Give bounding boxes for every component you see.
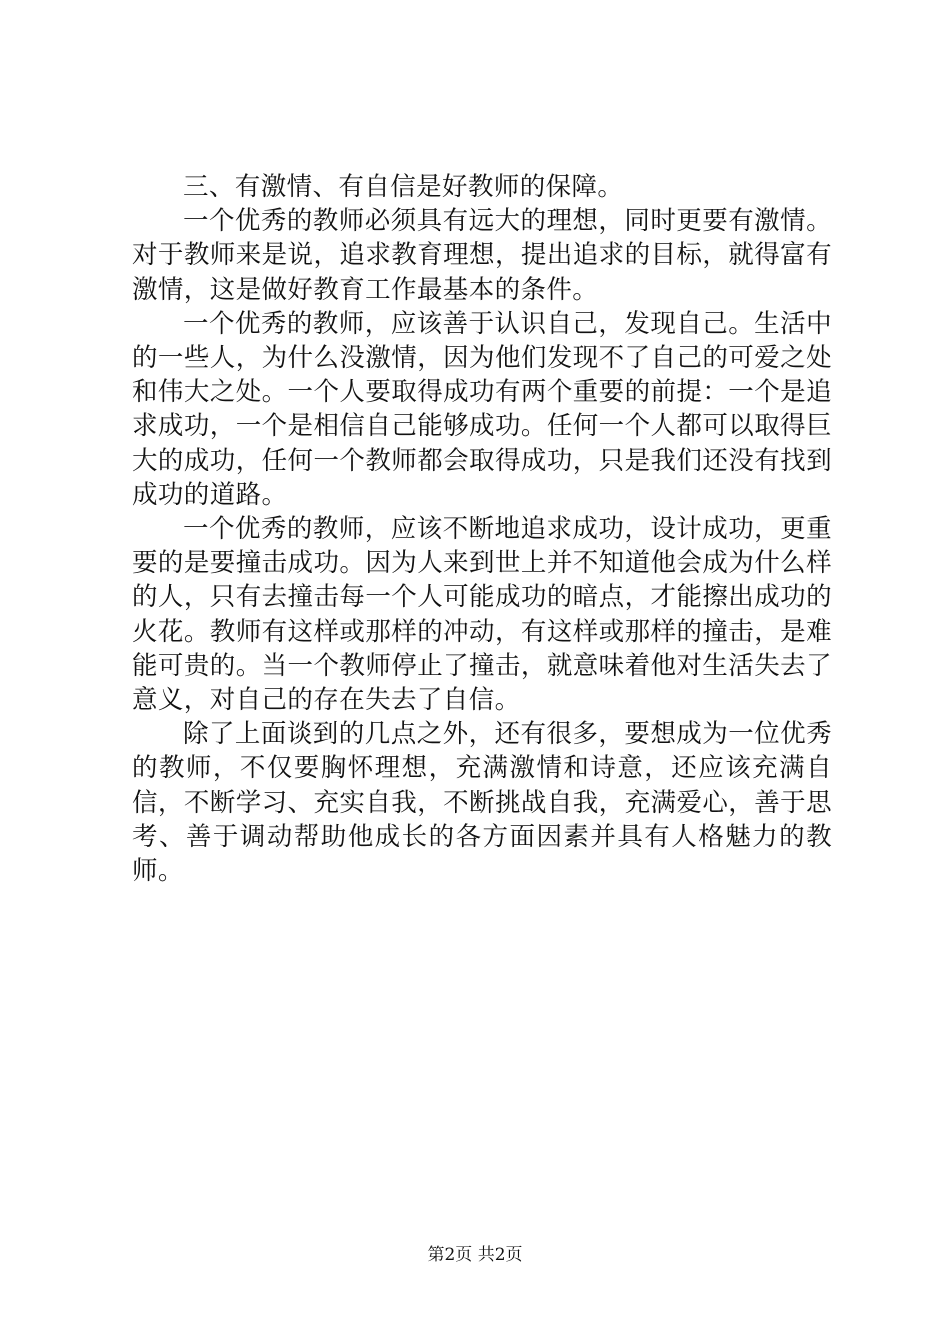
paragraph: 一个优秀的教师，应该善于认识自己，发现自己。生活中的一些人，为什么没激情，因为他们发现不了自己的可爱之处和伟大之处。一个人要取得成功有两个重要的前提：一个是追求成功，一个是相信自己能够成功。任何一个人都可以取得巨大的成功，任何一个教师都会取得成功，只是我们还没有找到成功的道路。 xyxy=(132,308,832,510)
document-body xyxy=(132,170,832,888)
section-heading: 三、有激情、有自信是好教师的保障。 xyxy=(183,172,624,202)
page-number-footer: 第2页 共2页 xyxy=(427,1245,523,1265)
paragraph: 一个优秀的教师，应该不断地追求成功，设计成功，更重要的是要撞击成功。因为人来到世上并不知道他会成为什么样的人，只有去撞击每一个人可能成功的暗点，才能擦出成功的火花。教师有这样或那样的冲动，有这样或那样的撞击，是难能可贵的。当一个教师停止了撞击，就意味着他对生活失去了意义，对自己的存在失去了自信。 xyxy=(132,514,832,716)
paragraph: 一个优秀的教师必须具有远大的理想，同时更要有激情。对于教师来是说，追求教育理想，提出追求的目标，就得富有激情，这是做好教育工作最基本的条件。 xyxy=(132,206,832,305)
paragraph: 除了上面谈到的几点之外，还有很多，要想成为一位优秀的教师，不仅要胸怀理想，充满激情和诗意，还应该充满自信，不断学习、充实自我，不断挑战自我，充满爱心，善于思考、善于调动帮助他成长的各方面因素并具有人格魅力的教师。 xyxy=(132,719,832,887)
